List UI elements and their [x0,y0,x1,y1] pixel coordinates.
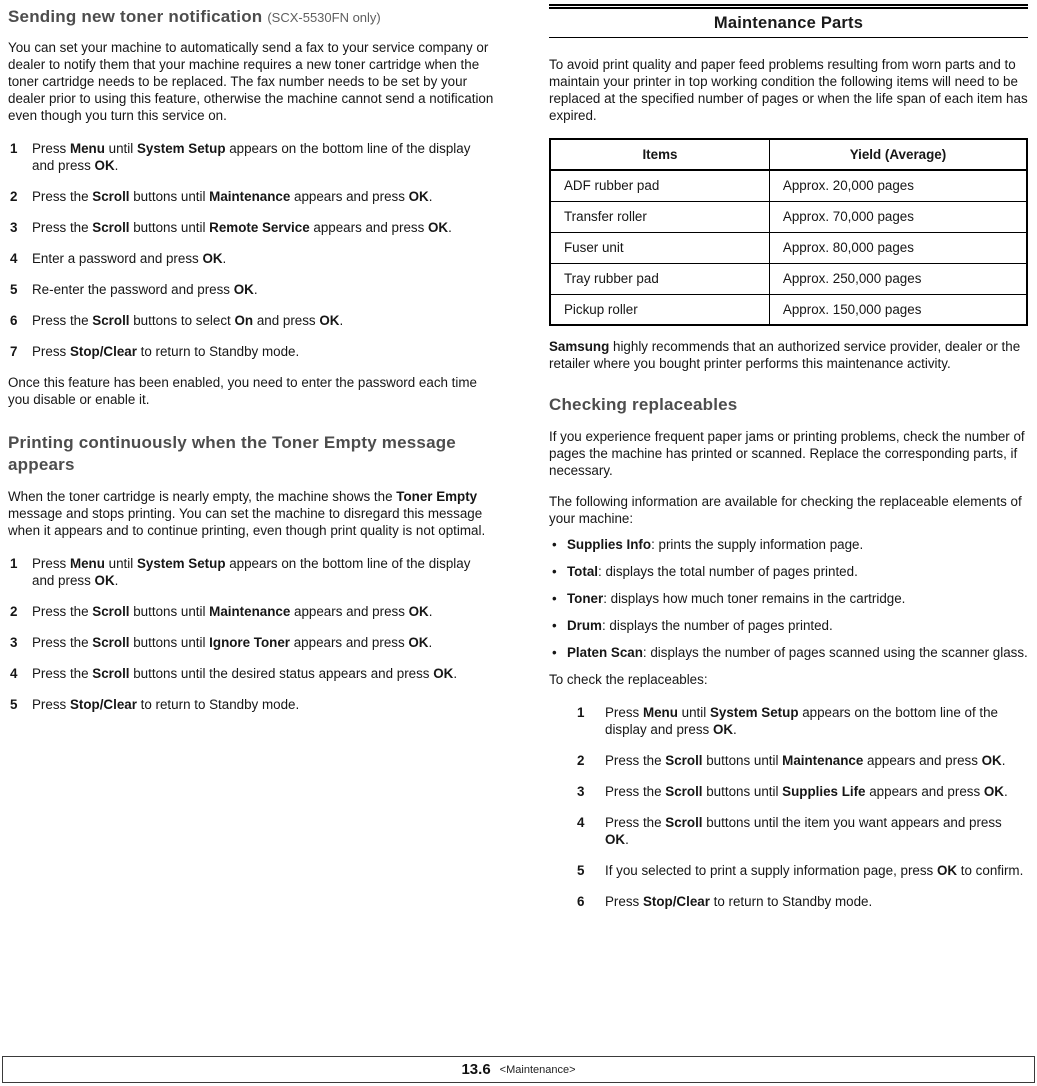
step-number: 5 [577,863,585,878]
step-item [10,665,495,682]
checking-replaceables-para2: The following information are available for checking the replaceable elements of your machine: [549,494,1022,526]
step-number: 2 [10,604,18,619]
table-header-items: Items [550,139,769,170]
step-item [10,603,495,620]
yield-cell: Approx. 70,000 pages [769,201,1027,232]
step-text: Press the Scroll buttons until Remote Service appears and press OK. [32,220,452,235]
step-text: Press the Scroll buttons until Maintenance appears and press OK. [32,604,433,619]
table-header-row [550,139,1027,170]
table-row [550,232,1027,263]
item-cell: Fuser unit [550,232,769,263]
bullet-item [552,617,1028,634]
yield-cell: Approx. 80,000 pages [769,232,1027,263]
step-number: 2 [577,753,585,768]
enable-note-paragraph: Once this feature has been enabled, you need to enter the password each time you disable or enable it. [8,375,477,407]
section-heading-maintenance-parts: Maintenance Parts [713,14,864,32]
item-cell: Transfer roller [550,201,769,232]
step-text: Press the Scroll buttons until Supplies Life appears and press OK. [605,784,1008,799]
toner-notification-steps [8,140,495,360]
checking-replaceables-para3: To check the replaceables: [549,672,708,687]
step-number: 1 [10,556,18,571]
step-item [10,343,495,360]
table-row [550,201,1027,232]
step-item [577,752,1028,769]
step-number: 6 [10,313,18,328]
step-text: Press the Scroll buttons until Maintenance appears and press OK. [605,753,1006,768]
table-header-yield: Yield (Average) [769,139,1027,170]
step-text: Enter a password and press OK. [32,251,227,266]
step-number: 3 [10,635,18,650]
double-rule [549,4,1028,9]
printing-continuously-intro: When the toner cartridge is nearly empty, the machine shows the Toner Empty message and stops printing. You can set the machine to disregard this message when it appears and to continue printing, even though print quality is not optimal. [8,489,486,538]
bullet-text: Platen Scan: displays the number of pages scanned using the scanner glass. [567,645,1028,660]
bullet-icon: • [552,564,557,579]
table-row [550,170,1027,201]
step-item [577,893,1028,910]
replaceables-bullet-list [549,536,1028,661]
yield-cell: Approx. 250,000 pages [769,263,1027,294]
step-item [10,634,495,651]
step-number: 2 [10,189,18,204]
step-item [10,312,495,329]
yield-cell: Approx. 150,000 pages [769,294,1027,325]
printing-continuously-steps [8,555,495,713]
section-heading-checking-replaceables: Checking replaceables [549,395,738,414]
left-column [8,4,495,924]
section-heading-printing-continuously: Printing continuously when the Toner Empty message appears [8,433,456,474]
step-number: 3 [577,784,585,799]
item-cell: Tray rubber pad [550,263,769,294]
step-number: 7 [10,344,18,359]
bullet-item [552,644,1028,661]
checking-replaceables-steps [549,704,1028,910]
single-rule [549,37,1028,38]
step-item [577,704,1028,738]
page-footer [2,1056,1035,1083]
maintenance-parts-header [549,4,1028,38]
step-text: Press the Scroll buttons until the item you want appears and press OK. [605,815,1002,847]
section-heading-toner-notification [8,6,495,29]
step-number: 4 [10,666,18,681]
bullet-item [552,536,1028,553]
step-number: 6 [577,894,585,909]
footer-section-label: <Maintenance> [499,1063,576,1076]
step-item [577,783,1028,800]
bullet-text: Drum: displays the number of pages printed. [567,618,833,633]
bullet-icon: • [552,591,557,606]
step-item [10,696,495,713]
step-item [10,250,495,267]
table-body [550,170,1027,325]
bullet-icon: • [552,645,557,660]
step-text: Re-enter the password and press OK. [32,282,258,297]
step-item [10,140,495,174]
step-text: Press Stop/Clear to return to Standby mode. [32,344,300,359]
item-cell: ADF rubber pad [550,170,769,201]
step-item [577,814,1028,848]
step-number: 1 [10,141,18,156]
step-text: Press the Scroll buttons until Ignore Toner appears and press OK. [32,635,433,650]
step-number: 5 [10,282,18,297]
yield-cell: Approx. 20,000 pages [769,170,1027,201]
step-text: Press the Scroll buttons to select On and press OK. [32,313,344,328]
heading-text: Sending new toner notification [8,7,263,26]
bullet-icon: • [552,618,557,633]
page-number: 13.6 [461,1061,491,1078]
step-text: Press Menu until System Setup appears on the bottom line of the display and press OK. [32,556,471,588]
step-number: 3 [10,220,18,235]
bullet-item [552,590,1028,607]
maintenance-parts-intro: To avoid print quality and paper feed problems resulting from worn parts and to maintain your printer in top working condition the following items will need to be replaced at the specified number of pages or when the life span of each item has expired. [549,57,1028,123]
step-text: Press Stop/Clear to return to Standby mode. [605,894,873,909]
step-text: Press the Scroll buttons until the desired status appears and press OK. [32,666,458,681]
step-text: Press Menu until System Setup appears on the bottom line of the display and press OK. [605,705,999,737]
step-number: 1 [577,705,585,720]
step-number: 5 [10,697,18,712]
bullet-text: Supplies Info: prints the supply information page. [567,537,864,552]
item-cell: Pickup roller [550,294,769,325]
two-column-layout [8,4,1028,924]
bullet-icon: • [552,537,557,552]
bullet-text: Toner: displays how much toner remains in the cartridge. [567,591,906,606]
step-text: If you selected to print a supply information page, press OK to confirm. [605,863,1024,878]
toner-notification-intro: You can set your machine to automatically send a fax to your service company or dealer to notify them that your machine requires a new toner cartridge when the toner cartridge needs to be replaced. The fax number needs to be set by your dealer prior to using this feature, otherwise the machine cannot send a notification even though you turn this service on. [8,40,494,123]
step-item [577,862,1028,879]
maintenance-parts-table [549,138,1028,326]
samsung-recommendation-note: Samsung highly recommends that an authorized service provider, dealer or the retailer where you bought printer performs this maintenance activity. [549,339,1021,371]
step-item [10,188,495,205]
checking-replaceables-para1: If you experience frequent paper jams or printing problems, check the number of pages the machine has printed or scanned. Replace the corresponding parts, if necessary. [549,429,1025,478]
step-text: Press Stop/Clear to return to Standby mode. [32,697,300,712]
bullet-text: Total: displays the total number of pages printed. [567,564,858,579]
step-number: 4 [577,815,585,830]
step-item [10,219,495,236]
table-row [550,263,1027,294]
right-column [549,4,1028,924]
step-number: 4 [10,251,18,266]
step-item [10,281,495,298]
step-text: Press Menu until System Setup appears on the bottom line of the display and press OK. [32,141,471,173]
table-row [550,294,1027,325]
step-text: Press the Scroll buttons until Maintenance appears and press OK. [32,189,433,204]
bullet-item [552,563,1028,580]
step-item [10,555,495,589]
heading-model-note: (SCX-5530FN only) [267,10,381,25]
